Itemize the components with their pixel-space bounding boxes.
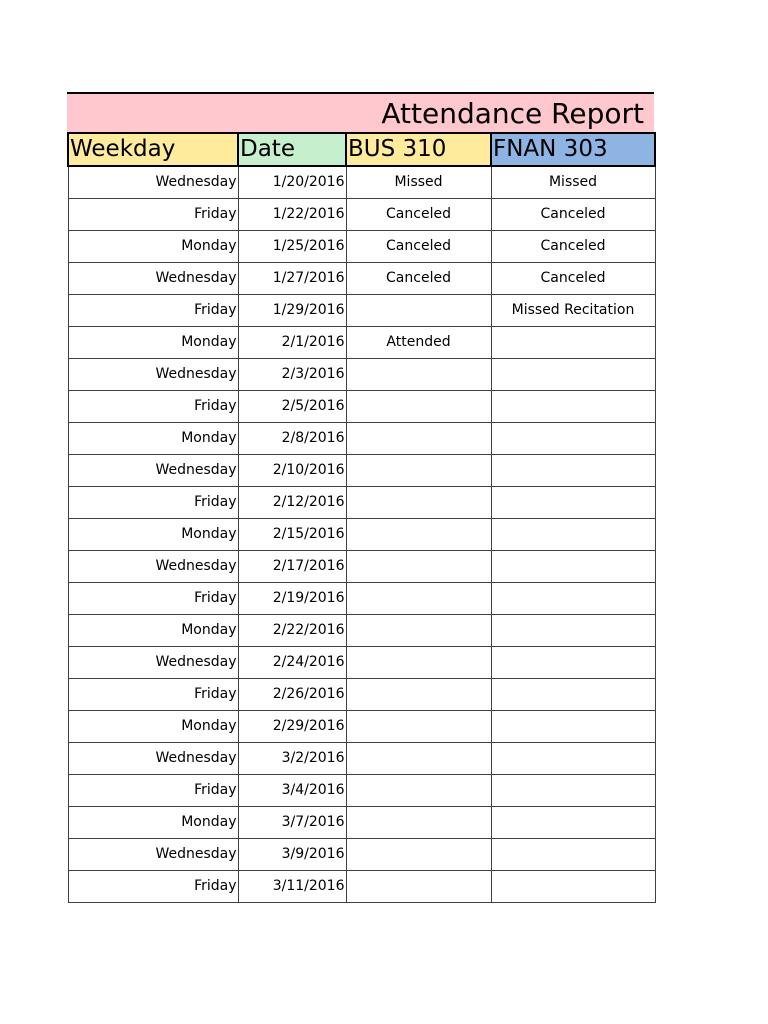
date-cell[interactable]: 2/3/2016: [238, 359, 346, 391]
weekday-cell[interactable]: Friday: [68, 871, 238, 903]
date-cell[interactable]: 3/4/2016: [238, 775, 346, 807]
weekday-cell[interactable]: Monday: [68, 231, 238, 263]
fnan-303-cell[interactable]: [491, 487, 655, 519]
table-row: [68, 455, 655, 487]
table-row: [68, 487, 655, 519]
bus-310-cell[interactable]: [346, 743, 491, 775]
table-row: [68, 647, 655, 679]
date-cell[interactable]: 3/9/2016: [238, 839, 346, 871]
bus-310-cell[interactable]: [346, 487, 491, 519]
date-cell[interactable]: 2/22/2016: [238, 615, 346, 647]
fnan-303-cell[interactable]: [491, 711, 655, 743]
date-cell[interactable]: 2/17/2016: [238, 551, 346, 583]
weekday-cell[interactable]: Friday: [68, 487, 238, 519]
fnan-303-cell[interactable]: [491, 807, 655, 839]
fnan-303-cell[interactable]: Canceled: [491, 231, 655, 263]
date-cell[interactable]: 1/27/2016: [238, 263, 346, 295]
fnan-303-cell[interactable]: [491, 871, 655, 903]
weekday-cell[interactable]: Wednesday: [68, 263, 238, 295]
table-row: [68, 391, 655, 423]
bus-310-cell[interactable]: [346, 583, 491, 615]
header-bus-310[interactable]: BUS 310: [346, 133, 491, 166]
date-cell[interactable]: 3/2/2016: [238, 743, 346, 775]
bus-310-cell[interactable]: [346, 679, 491, 711]
table-row: [68, 711, 655, 743]
fnan-303-cell[interactable]: [491, 359, 655, 391]
weekday-cell[interactable]: Monday: [68, 711, 238, 743]
bus-310-cell[interactable]: [346, 455, 491, 487]
report-title: Attendance Report: [381, 97, 644, 130]
table-row: [68, 231, 655, 263]
fnan-303-cell[interactable]: [491, 455, 655, 487]
bus-310-cell[interactable]: Attended: [346, 327, 491, 359]
weekday-cell[interactable]: Monday: [68, 423, 238, 455]
bus-310-cell[interactable]: Missed: [346, 166, 491, 199]
date-cell[interactable]: 2/29/2016: [238, 711, 346, 743]
table-row: [68, 807, 655, 839]
bus-310-cell[interactable]: Canceled: [346, 231, 491, 263]
fnan-303-cell[interactable]: Canceled: [491, 199, 655, 231]
weekday-cell[interactable]: Wednesday: [68, 455, 238, 487]
header-fnan-303[interactable]: FNAN 303: [491, 133, 655, 166]
bus-310-cell[interactable]: [346, 391, 491, 423]
bus-310-cell[interactable]: [346, 423, 491, 455]
table-body: [68, 166, 655, 903]
fnan-303-cell[interactable]: [491, 519, 655, 551]
header-weekday[interactable]: Weekday: [68, 133, 238, 166]
table-row: [68, 871, 655, 903]
bus-310-cell[interactable]: [346, 519, 491, 551]
fnan-303-cell[interactable]: [491, 423, 655, 455]
bus-310-cell[interactable]: [346, 711, 491, 743]
bus-310-cell[interactable]: [346, 551, 491, 583]
table-row: [68, 583, 655, 615]
table-row: [68, 166, 655, 199]
attendance-sheet: [67, 92, 654, 903]
fnan-303-cell[interactable]: [491, 391, 655, 423]
table-row: [68, 519, 655, 551]
weekday-cell[interactable]: Wednesday: [68, 647, 238, 679]
weekday-cell[interactable]: Monday: [68, 519, 238, 551]
weekday-cell[interactable]: Monday: [68, 615, 238, 647]
bus-310-cell[interactable]: [346, 359, 491, 391]
fnan-303-cell[interactable]: [491, 839, 655, 871]
table-row: [68, 775, 655, 807]
fnan-303-cell[interactable]: [491, 775, 655, 807]
weekday-cell[interactable]: Wednesday: [68, 839, 238, 871]
bus-310-cell[interactable]: Canceled: [346, 263, 491, 295]
header-date[interactable]: Date: [238, 133, 346, 166]
date-cell[interactable]: 2/19/2016: [238, 583, 346, 615]
bus-310-cell[interactable]: [346, 871, 491, 903]
date-cell[interactable]: 2/10/2016: [238, 455, 346, 487]
fnan-303-cell[interactable]: [491, 551, 655, 583]
fnan-303-cell[interactable]: [491, 647, 655, 679]
bus-310-cell[interactable]: [346, 647, 491, 679]
table-row: [68, 679, 655, 711]
date-cell[interactable]: 2/26/2016: [238, 679, 346, 711]
date-cell[interactable]: 1/22/2016: [238, 199, 346, 231]
table-row: [68, 359, 655, 391]
table-row: [68, 839, 655, 871]
bus-310-cell[interactable]: [346, 295, 491, 327]
weekday-cell[interactable]: Wednesday: [68, 743, 238, 775]
table-row: [68, 327, 655, 359]
date-cell[interactable]: 3/7/2016: [238, 807, 346, 839]
bus-310-cell[interactable]: [346, 615, 491, 647]
table-row: [68, 263, 655, 295]
date-cell[interactable]: 1/20/2016: [238, 166, 346, 199]
fnan-303-cell[interactable]: [491, 615, 655, 647]
table-row: [68, 615, 655, 647]
table-row: [68, 551, 655, 583]
weekday-cell[interactable]: Wednesday: [68, 359, 238, 391]
bus-310-cell[interactable]: Canceled: [346, 199, 491, 231]
weekday-cell[interactable]: Monday: [68, 807, 238, 839]
weekday-cell[interactable]: Friday: [68, 199, 238, 231]
table-row: [68, 295, 655, 327]
date-cell[interactable]: 2/1/2016: [238, 327, 346, 359]
table-row: [68, 423, 655, 455]
weekday-cell[interactable]: Friday: [68, 583, 238, 615]
weekday-cell[interactable]: Friday: [68, 775, 238, 807]
date-cell[interactable]: 2/12/2016: [238, 487, 346, 519]
fnan-303-cell[interactable]: [491, 327, 655, 359]
header-row: [68, 133, 655, 166]
date-cell[interactable]: 1/25/2016: [238, 231, 346, 263]
weekday-cell[interactable]: Friday: [68, 679, 238, 711]
weekday-cell[interactable]: Friday: [68, 295, 238, 327]
weekday-cell[interactable]: Wednesday: [68, 166, 238, 199]
fnan-303-cell[interactable]: [491, 583, 655, 615]
weekday-cell[interactable]: Wednesday: [68, 551, 238, 583]
fnan-303-cell[interactable]: Missed Recitation: [491, 295, 655, 327]
weekday-cell[interactable]: Friday: [68, 391, 238, 423]
fnan-303-cell[interactable]: [491, 743, 655, 775]
fnan-303-cell[interactable]: [491, 679, 655, 711]
title-row[interactable]: [67, 92, 654, 132]
date-cell[interactable]: 2/15/2016: [238, 519, 346, 551]
date-cell[interactable]: 3/11/2016: [238, 871, 346, 903]
bus-310-cell[interactable]: [346, 807, 491, 839]
fnan-303-cell[interactable]: Canceled: [491, 263, 655, 295]
date-cell[interactable]: 2/24/2016: [238, 647, 346, 679]
weekday-cell[interactable]: Monday: [68, 327, 238, 359]
bus-310-cell[interactable]: [346, 839, 491, 871]
date-cell[interactable]: 2/5/2016: [238, 391, 346, 423]
date-cell[interactable]: 1/29/2016: [238, 295, 346, 327]
bus-310-cell[interactable]: [346, 775, 491, 807]
table-row: [68, 743, 655, 775]
table-row: [68, 199, 655, 231]
fnan-303-cell[interactable]: Missed: [491, 166, 655, 199]
attendance-table: [67, 132, 656, 903]
date-cell[interactable]: 2/8/2016: [238, 423, 346, 455]
